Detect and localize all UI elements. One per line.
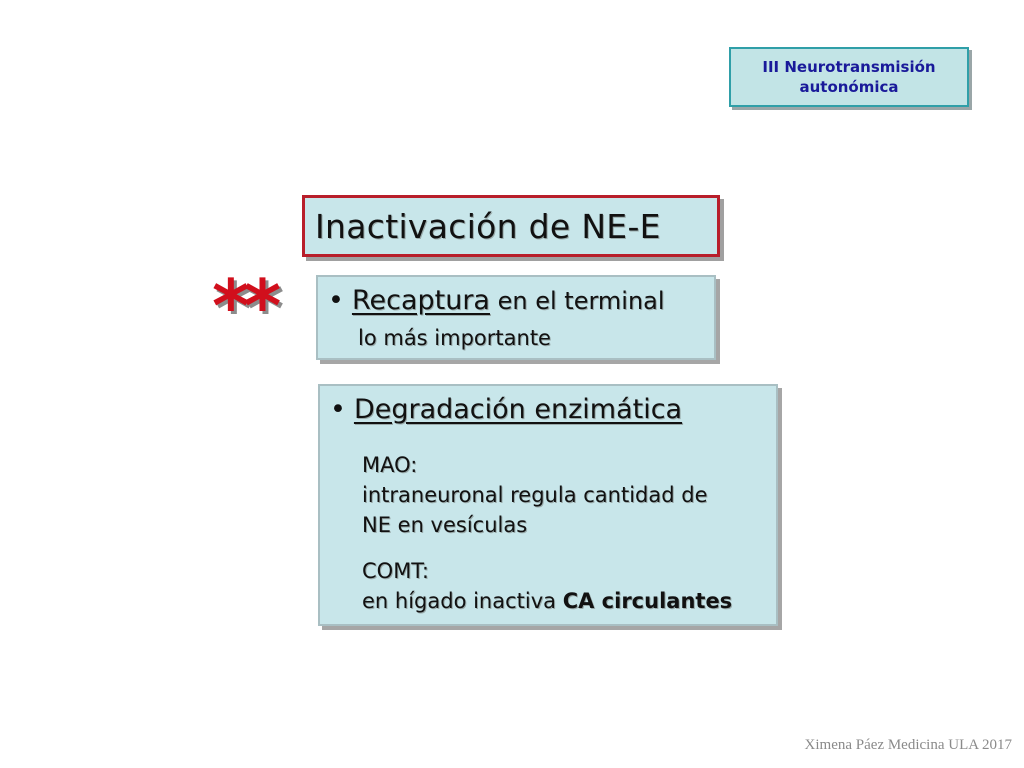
slide-title: Inactivación de NE-E (315, 206, 661, 246)
section-tag (729, 47, 969, 107)
mao-line1: intraneuronal regula cantidad de (362, 483, 708, 507)
bullet-icon: • (328, 285, 344, 316)
mao-line2: NE en vesículas (362, 513, 528, 537)
degradacion-box (318, 384, 778, 626)
recaptura-heading: Recaptura (351, 285, 490, 316)
slide-title-box (302, 195, 720, 257)
footer-credit: Ximena Páez Medicina ULA 2017 (804, 737, 1012, 753)
recaptura-note: lo más importante (358, 326, 551, 350)
comt-label: COMT: (362, 559, 429, 583)
recaptura-bullet-line (328, 285, 665, 316)
mao-label: MAO: (362, 453, 418, 477)
degradacion-bullet-line (330, 394, 682, 425)
degradacion-heading: Degradación enzimática (353, 394, 683, 425)
recaptura-box (316, 275, 716, 360)
comt-line (362, 589, 732, 613)
section-tag-line2: autonómica (799, 78, 899, 96)
importance-stars-icon: ** (212, 264, 276, 348)
comt-line-bold: CA circulantes (562, 589, 733, 613)
recaptura-rest: en el terminal (489, 287, 665, 315)
comt-line-prefix: en hígado inactiva (362, 589, 563, 613)
bullet-icon: • (330, 394, 346, 425)
section-tag-line1: III Neurotransmisión (762, 58, 936, 76)
